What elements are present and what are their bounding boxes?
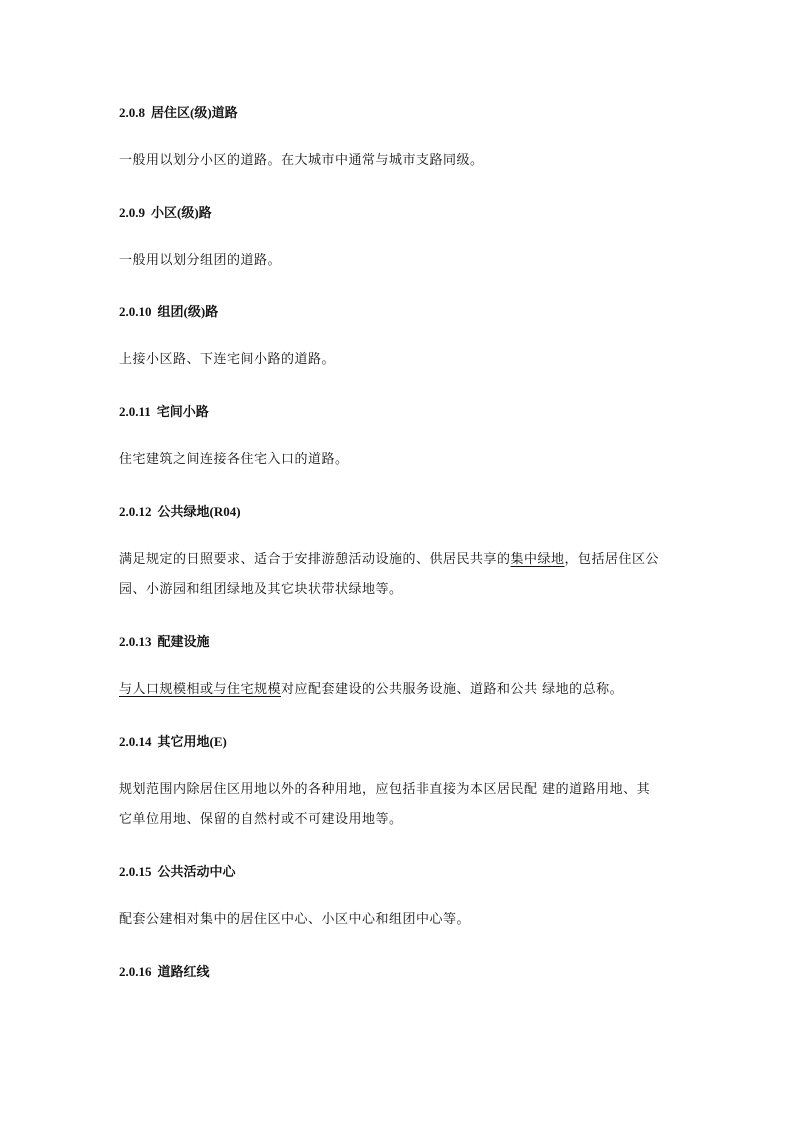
section-paragraph	[119, 775, 675, 835]
section-title: 公共绿地(R04)	[157, 504, 241, 519]
section-heading	[119, 733, 675, 751]
section-title: 配建设施	[157, 634, 210, 649]
section-number: 2.0.11	[119, 404, 151, 419]
section-paragraph	[119, 675, 675, 705]
section-heading	[119, 963, 675, 981]
section-title: 组团(级)路	[157, 304, 219, 319]
section-heading	[119, 104, 675, 122]
paragraph-text: 对应配套建设的公共服务设施、道路和公共 绿地的总称。	[281, 682, 624, 697]
section-heading	[119, 863, 675, 881]
section-paragraph: 一般用以划分小区的道路。在大城市中通常与城市支路同级。	[119, 153, 484, 168]
section-heading	[119, 204, 675, 222]
section-paragraph: 住宅建筑之间连接各住宅入口的道路。	[119, 452, 349, 467]
paragraph-line: 规划范围内除居住区用地以外的各种用地，应包括非直接为本区居民配 建的道路用地、其	[119, 782, 651, 797]
section-paragraph: 上接小区路、下连宅间小路的道路。	[119, 352, 336, 367]
section-number: 2.0.10	[119, 304, 152, 319]
section-number: 2.0.16	[119, 964, 152, 979]
section-heading	[119, 503, 675, 521]
section-number: 2.0.12	[119, 504, 152, 519]
paragraph-text: 满足规定的日照要求、适合于安排游憩活动设施的、供居民共享的	[119, 552, 511, 567]
section-title: 公共活动中心	[157, 864, 236, 879]
section-heading	[119, 303, 675, 321]
section-number: 2.0.15	[119, 864, 152, 879]
paragraph-line: 它单位用地、保留的自然村或不可建设用地等。	[119, 812, 403, 827]
section-title: 道路红线	[157, 964, 210, 979]
underlined-term: 集中绿地	[510, 552, 565, 567]
paragraph-line: 园、小游园和组团绿地及其它块状带状绿地等。	[119, 582, 403, 597]
section-title: 小区(级)路	[151, 205, 212, 220]
section-number: 2.0.9	[119, 205, 145, 220]
section-title: 居住区(级)道路	[151, 105, 238, 120]
paragraph-text: ，包括居住区公	[564, 552, 660, 567]
section-number: 2.0.8	[119, 105, 145, 120]
section-paragraph: 一般用以划分组团的道路。	[119, 253, 282, 268]
section-heading	[119, 403, 675, 421]
section-number: 2.0.13	[119, 634, 152, 649]
section-number: 2.0.14	[119, 734, 152, 749]
section-paragraph	[119, 545, 675, 605]
paragraph-line	[119, 545, 675, 575]
section-heading	[119, 633, 675, 651]
underlined-term: 与人口规模相或与住宅规模	[119, 682, 282, 697]
section-title: 宅间小路	[156, 404, 209, 419]
section-paragraph: 配套公建相对集中的居住区中心、小区中心和组团中心等。	[119, 912, 471, 927]
section-title: 其它用地(E)	[157, 734, 227, 749]
